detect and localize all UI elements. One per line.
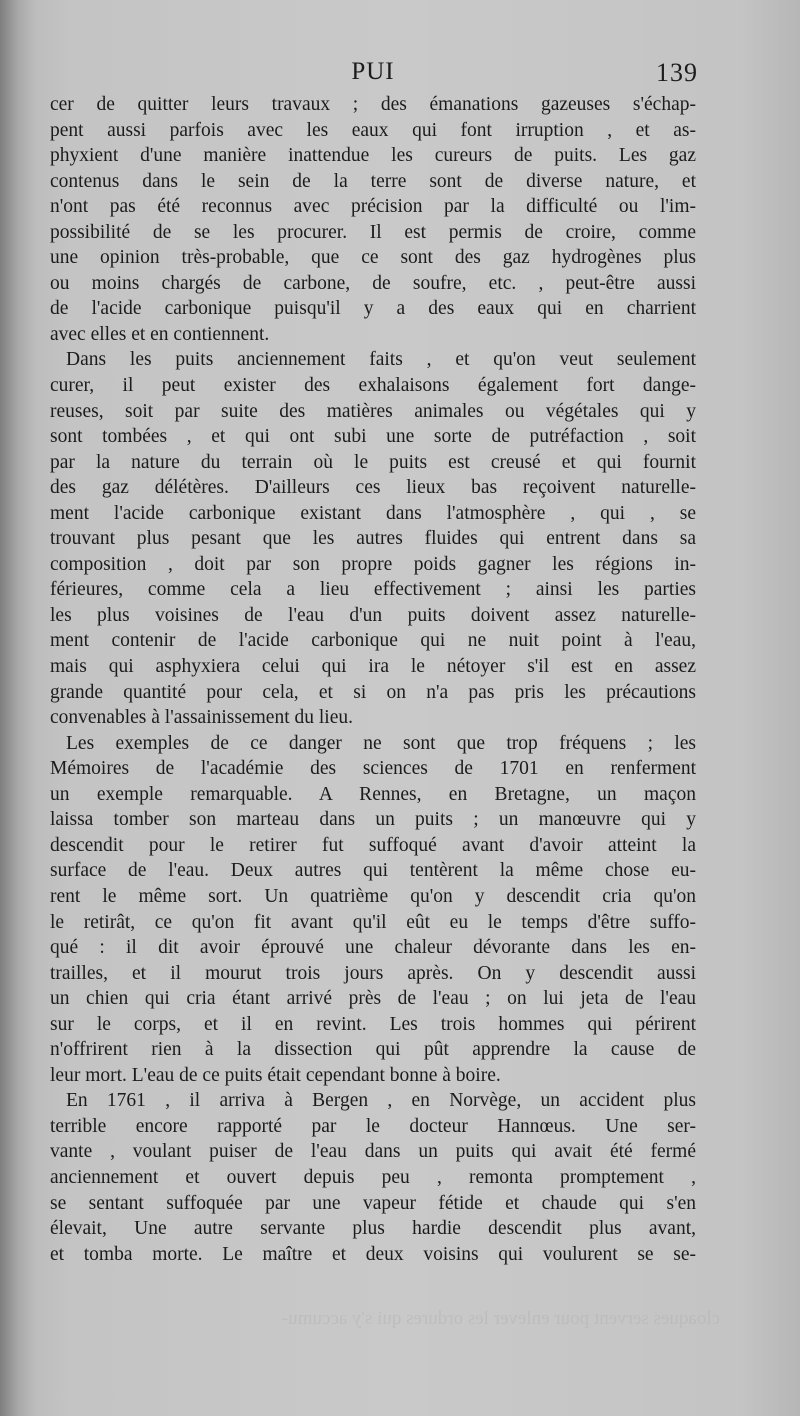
page-number: 139 xyxy=(656,58,698,87)
text-line: cer de quitter leurs travaux ; des émanations gazeuses s'échap- xyxy=(50,94,696,115)
text-line: Mémoires de l'académie des sciences de 1701 en renferment xyxy=(50,758,696,780)
bleed-through-text: cloaques servent pour enlever les ordures qui s'y accumu- xyxy=(281,1308,720,1329)
text-line: se sentant suffoquée par une vapeur fétide et chaude qui s'en xyxy=(50,1192,696,1214)
body-text xyxy=(50,92,696,1267)
text-line: ou moins chargés de carbone, de soufre, etc. , peut-être aussi xyxy=(50,272,696,294)
text-line: possibilité de se les procurer. Il est permis de croire, comme xyxy=(50,221,696,243)
text-line: n'offrirent rien à la dissection qui pût apprendre la cause de xyxy=(50,1039,696,1061)
text-line: composition , doit par son propre poids gagner les régions in- xyxy=(50,553,696,575)
text-line: le retirât, ce qu'on fit avant qu'il eût eu le temps d'être suffo- xyxy=(50,911,696,933)
text-line: Dans les puits anciennement faits , et qu'on veut seulement xyxy=(66,349,696,371)
text-line: de l'acide carbonique puisqu'il y a des eaux qui en charrient xyxy=(50,298,696,320)
text-line: des gaz délétères. D'ailleurs ces lieux bas reçoivent naturelle- xyxy=(50,477,696,499)
text-line: sur le corps, et il en revint. Les trois hommes qui périrent xyxy=(50,1013,696,1035)
text-line: les plus voisines de l'eau d'un puits doivent assez naturelle- xyxy=(50,604,696,626)
text-line: et tomba morte. Le maître et deux voisins qui voulurent se se- xyxy=(50,1243,696,1265)
text-line: trouvant plus pesant que les autres fluides qui entrent dans sa xyxy=(50,528,696,550)
text-line: rent le même sort. Un quatrième qu'on y descendit cria qu'on xyxy=(50,885,696,907)
text-line: sont tombées , et qui ont subi une sorte de putréfaction , soit xyxy=(50,426,696,448)
text-line: contenus dans le sein de la terre sont de diverse nature, et xyxy=(50,170,696,192)
text-line: vante , voulant puiser de l'eau dans un puits qui avait été fermé xyxy=(50,1141,696,1163)
text-line: avec elles et en contiennent. xyxy=(50,323,270,345)
text-line: convenables à l'assainissement du lieu. xyxy=(50,707,353,729)
text-line: terrible encore rapporté par le docteur Hannœus. Une ser- xyxy=(50,1115,696,1137)
text-line: une opinion très-probable, que ce sont des gaz hydrogènes plus xyxy=(50,247,696,269)
text-line: curer, il peut exister des exhalaisons également fort dange- xyxy=(50,375,696,397)
text-line: qué : il dit avoir éprouvé une chaleur dévorante dans les en- xyxy=(50,937,696,959)
text-line: un exemple remarquable. A Rennes, en Bretagne, un maçon xyxy=(50,783,696,805)
text-line: descendit pour le retirer fut suffoqué avant d'avoir atteint la xyxy=(50,834,696,856)
text-line: férieures, comme cela a lieu effectivement ; ainsi les parties xyxy=(50,579,696,601)
text-line: Les exemples de ce danger ne sont que trop fréquens ; les xyxy=(66,732,696,754)
text-line: ment contenir de l'acide carbonique qui ne nuit point à l'eau, xyxy=(50,630,696,652)
text-line: surface de l'eau. Deux autres qui tentèrent la même chose eu- xyxy=(50,860,696,882)
text-line: élevait, Une autre servante plus hardie descendit plus avant, xyxy=(50,1218,696,1240)
text-line: mais qui asphyxiera celui qui ira le nétoyer s'il est en assez xyxy=(50,656,696,678)
text-line: pent aussi parfois avec les eaux qui font irruption , et as- xyxy=(50,119,696,141)
running-title: PUI xyxy=(351,58,395,85)
text-line: un chien qui cria étant arrivé près de l'eau ; on lui jeta de l'eau xyxy=(50,988,696,1010)
text-line: reuses, soit par suite des matières animales ou végétales qui y xyxy=(50,400,696,422)
text-line: grande quantité pour cela, et si on n'a pas pris les précautions xyxy=(50,681,696,703)
text-line: anciennement et ouvert depuis peu , remonta promptement , xyxy=(50,1166,696,1188)
running-head xyxy=(48,58,698,92)
text-line: phyxient d'une manière inattendue les cureurs de puits. Les gaz xyxy=(50,145,696,167)
text-line: trailles, et il mourut trois jours après. On y descendit aussi xyxy=(50,962,696,984)
text-line: leur mort. L'eau de ce puits était cependant bonne à boire. xyxy=(50,1064,501,1086)
text-line: par la nature du terrain où le puits est creusé et qui fournit xyxy=(50,451,696,473)
text-line: En 1761 , il arriva à Bergen , en Norvège, un accident plus xyxy=(66,1090,696,1112)
text-line: ment l'acide carbonique existant dans l'atmosphère , qui , se xyxy=(50,502,696,524)
text-line: n'ont pas été reconnus avec précision par la difficulté ou l'im- xyxy=(50,196,696,218)
text-line: laissa tomber son marteau dans un puits ; un manœuvre qui y xyxy=(50,809,696,831)
